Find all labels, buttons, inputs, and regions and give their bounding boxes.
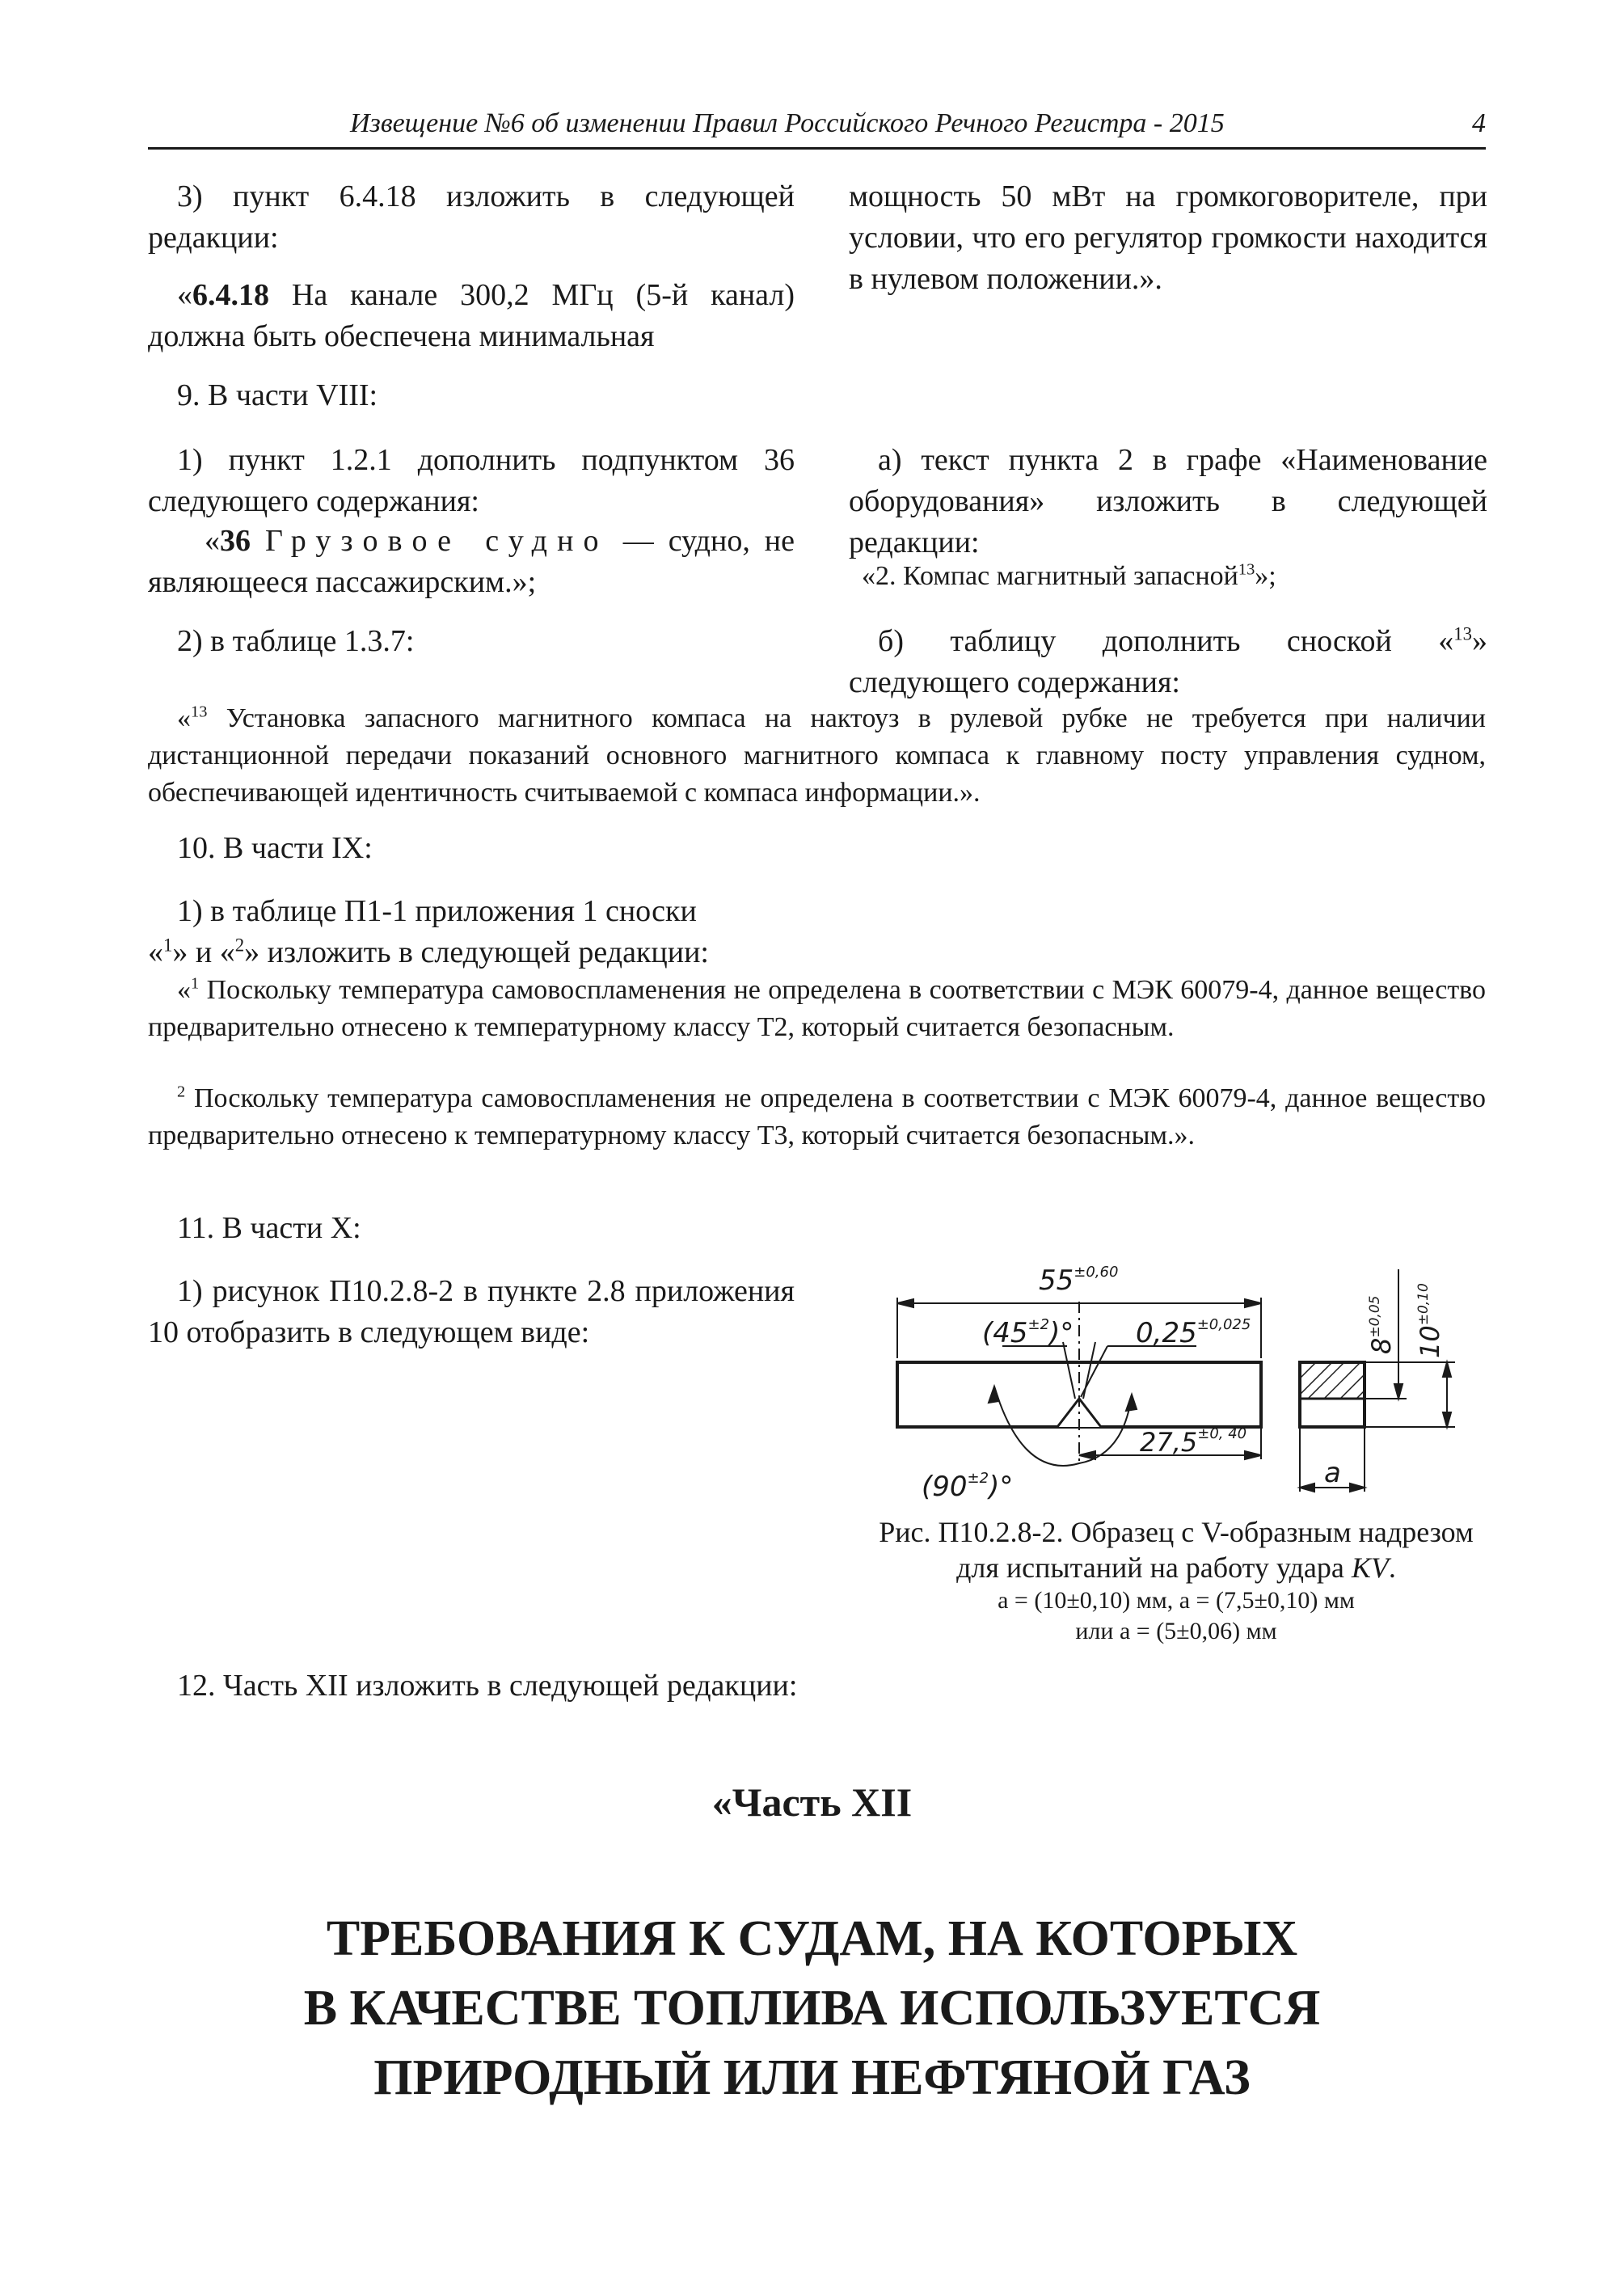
dim-length-tol: ±0,60	[1074, 1264, 1119, 1281]
dim-radius: 0,25	[1136, 1317, 1197, 1349]
chapter-title	[0, 1904, 1624, 2113]
footnote-text: Поскольку температура самовоспламенения не определена в соответствии с МЭК 60079-4, данное вещество предварительно отнесено к температурному классу Т2, который считается безопасным.	[148, 975, 1486, 1042]
dim-h8: 8	[1366, 1337, 1397, 1354]
dim-angle90-end: )°	[989, 1471, 1014, 1503]
footnote-13	[148, 700, 1486, 812]
dim-half: 27,5	[1140, 1427, 1198, 1458]
dim-h10: 10	[1415, 1325, 1445, 1358]
svg-text:55±0,60	[1039, 1264, 1118, 1297]
svg-text:27,5±0, 40	[1140, 1425, 1246, 1458]
dim-h8-tol: ±0,05	[1367, 1295, 1383, 1338]
caption-kv: KV	[1351, 1551, 1389, 1584]
para-6-4-18-intro: 3) пункт 6.4.18 изложить в следующей редакции:	[148, 179, 795, 255]
page-header	[148, 108, 1486, 150]
figure-caption	[833, 1514, 1520, 1647]
footnote-ref: 13	[1238, 560, 1255, 579]
header-title: Извещение №6 об изменении Правил Российского Речного Регистра - 2015	[350, 108, 1225, 138]
item-b-text: б) таблицу дополнить сноской «	[878, 624, 1454, 658]
specimen-drawing	[881, 1253, 1495, 1504]
para-text: » изложить в следующей редакции:	[244, 935, 709, 969]
dim-angle45-tol: ±2	[1027, 1316, 1050, 1333]
footnote-ref: 13	[1453, 623, 1472, 644]
footnote-number: 2	[177, 1083, 186, 1101]
page-number: 4	[1472, 108, 1486, 138]
dim-angle90: (90	[922, 1471, 968, 1503]
caption-period: .	[1388, 1551, 1396, 1584]
svg-text:(90±2)°	[922, 1470, 1013, 1503]
dim-a: a	[1324, 1457, 1341, 1489]
svg-text:10±0,10	[1415, 1283, 1445, 1358]
cross-section	[1300, 1362, 1365, 1427]
footnote-ref: 2	[234, 935, 245, 956]
dim-angle45: (45	[982, 1317, 1028, 1349]
footnote-1	[148, 972, 1486, 1046]
svg-text:0,25±0,025	[1136, 1316, 1251, 1349]
para-table-p1-1-cont	[148, 932, 709, 973]
dim-angle45-end: )°	[1049, 1317, 1074, 1349]
caption-line-1: Рис. П10.2.8-2. Образец с V-образным надрезом	[879, 1516, 1474, 1548]
para-6-4-18-continuation: мощность 50 мВт на громкоговорителе, при условии, что его регулятор громкости находится в нулевом положении.».	[849, 179, 1487, 296]
conjunction: » и «	[172, 935, 235, 969]
chapter-title-line-2: В КАЧЕСТВЕ ТОПЛИВА ИСПОЛЬЗУЕТСЯ	[303, 1981, 1321, 2036]
part-x-heading: 11. В части X:	[177, 1211, 361, 1245]
part-ix-heading: 10. В части IX:	[177, 831, 373, 865]
clause-text: На канале 300,2 МГц (5-й канал) должна быть обеспечена минимальная	[148, 278, 795, 353]
quote-open: «	[148, 935, 163, 969]
dim-radius-tol: ±0,025	[1196, 1316, 1251, 1333]
section-hatching	[1300, 1362, 1365, 1399]
footnote-text: Поскольку температура самовоспламенения не определена в соответствии с МЭК 60079-4, данное вещество предварительно отнесено к температурному классу Т3, который считается безопасным.».	[148, 1083, 1486, 1150]
dim-h10-tol: ±0,10	[1415, 1283, 1432, 1326]
quote-open: «	[177, 975, 191, 1005]
footnote-text: Установка запасного магнитного компаса на нактоуз в рулевой рубке не требуется при наличии дистанционной передачи показаний основного магнитного компаса к главному посту управления судном, обеспечивающей идентичность считываемой с компаса информации.».	[148, 703, 1486, 808]
para-table-1-3-7: 2) в таблице 1.3.7:	[177, 624, 415, 658]
part-xii-title: «Часть XII	[711, 1779, 913, 1825]
part-xii-intro: 12. Часть XII изложить в следующей редакции:	[177, 1669, 798, 1703]
quote-open: «	[177, 278, 192, 312]
item-b-text-end: » следующего содержания:	[849, 624, 1487, 699]
item-b	[849, 621, 1487, 703]
footnote-2	[148, 1080, 1486, 1154]
svg-text:8±0,05	[1366, 1296, 1397, 1354]
caption-line-4: или a = (5±0,06) мм	[1075, 1618, 1277, 1644]
quote-open: «	[177, 703, 191, 733]
para-figure-ref: 1) рисунок П10.2.8-2 в пункте 2.8 приложения 10 отобразить в следующем виде:	[148, 1274, 795, 1349]
caption-line-2	[833, 1550, 1520, 1585]
chapter-title-line-3: ПРИРОДНЫЙ ИЛИ НЕФТЯНОЙ ГАЗ	[373, 2050, 1251, 2105]
quote-close: »;	[1255, 561, 1276, 591]
dim-half-tol: ±0, 40	[1197, 1425, 1247, 1442]
clause-number: 6.4.18	[192, 278, 269, 312]
caption-line-3: a = (10±0,10) мм, a = (7,5±0,10) мм	[998, 1587, 1355, 1614]
compass-label: «2. Компас магнитный запасной	[862, 561, 1238, 591]
svg-text:(45±2)°	[982, 1316, 1074, 1349]
definition-number: 36	[220, 524, 251, 558]
para-1-2-1: 1) пункт 1.2.1 дополнить подпунктом 36 следующего содержания:	[148, 443, 795, 518]
caption-text: для испытаний на работу удара	[956, 1551, 1352, 1584]
item-a: а) текст пункта 2 в графе «Наименование оборудования» изложить в следующей редакции:	[849, 443, 1487, 559]
definition-term: Грузовое судно	[264, 524, 609, 558]
dim-angle90-tol: ±2	[967, 1470, 989, 1487]
footnote-number: 1	[191, 974, 200, 993]
para-6-4-18	[148, 275, 795, 357]
para-table-p1-1: 1) в таблице П1-1 приложения 1 сноски	[177, 894, 697, 928]
dim-length: 55	[1039, 1264, 1074, 1297]
part-viii-heading: 9. В части VIII:	[177, 378, 378, 412]
footnote-number: 13	[191, 703, 208, 721]
definition-36	[148, 521, 795, 603]
chapter-title-line-1: ТРЕБОВАНИЯ К СУДАМ, НА КОТОРЫХ	[326, 1911, 1298, 1966]
footnote-ref: 1	[163, 935, 173, 956]
quote-open: «	[205, 524, 220, 558]
compass-text	[862, 558, 1276, 595]
definition-text: — судно, не являющееся пассажирским.»;	[148, 524, 795, 599]
